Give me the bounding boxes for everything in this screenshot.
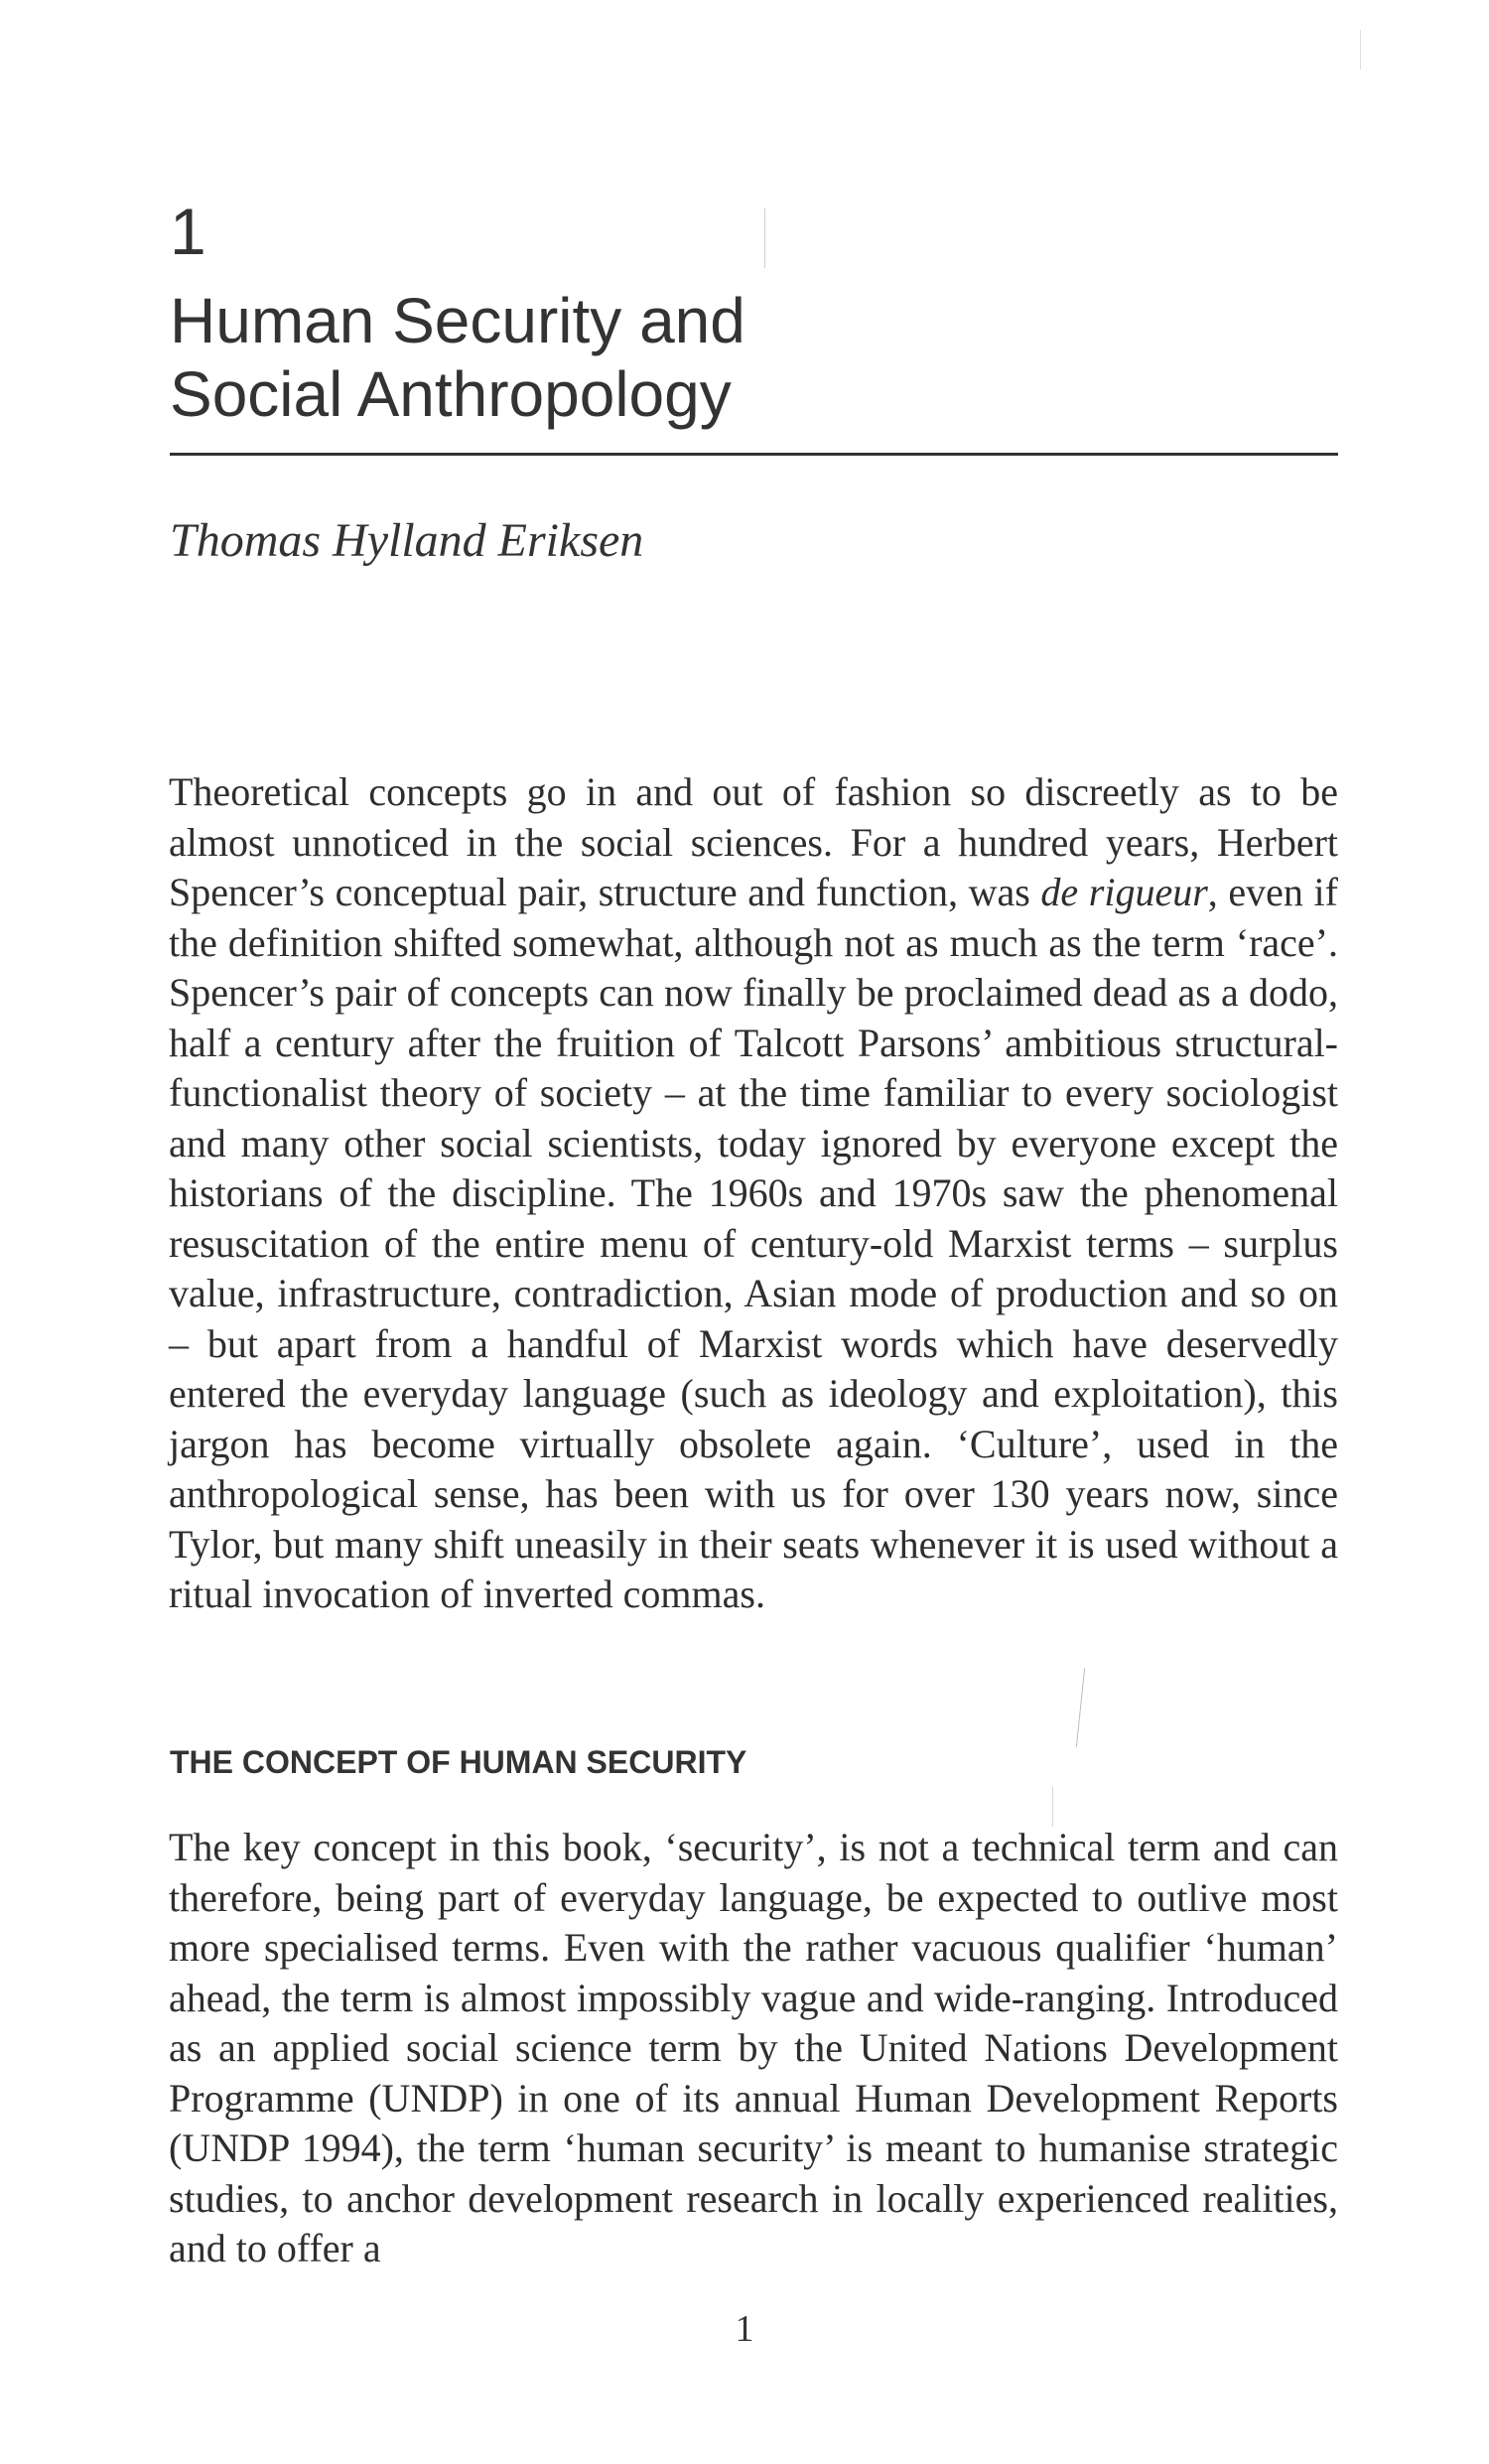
paragraph-1-text-b: , even if the definition shifted somewhat, although not as much as the term ‘race’. Spencer’s pair of concepts can now finally be proclaimed dead as a dodo, half a century after the fruition of Talcott Parsons’ ambitious structural-functionalist theory of society – at the time familiar to every sociologist and many other social scientists, today ignored by everyone except the historians of the discipline. The 1960s and 1970s saw the phenomenal resuscitation of the entire menu of century-old Marxist terms – surplus value, infrastructure, contradiction, Asian mode of production and so on – but apart from a handful of Marxist words which have deservedly entered the everyday language (such as ideology and exploitation), this jargon has become virtually obsolete again. ‘Culture’, used in the anthropological sense, has been with us for over 130 years now, since Tylor, but many shift uneasily in their seats whenever it is used without a ritual invocation of inverted commas. — [169, 870, 1338, 1616]
paragraph-1-italic-term: de rigueur — [1040, 870, 1208, 914]
chapter-number: 1 — [170, 195, 206, 268]
section-heading: THE CONCEPT OF HUMAN SECURITY — [170, 1744, 747, 1780]
scan-artifact — [764, 208, 765, 268]
scan-artifact — [1360, 30, 1361, 69]
author-name: Thomas Hylland Eriksen — [170, 514, 644, 567]
body-paragraph-1 — [169, 767, 1338, 1620]
paragraph-1-text-a: Theoretical concepts go in and out of fashion so discreetly as to be almost unnoticed in the social sciences. For a hundred years, Herbert Spencer’s conceptual pair, structure and function, was — [169, 769, 1338, 914]
page-number: 1 — [735, 2308, 754, 2350]
title-rule — [170, 453, 1338, 456]
scan-artifact — [1052, 1787, 1053, 1827]
chapter-title-line-2: Social Anthropology — [170, 358, 732, 430]
chapter-title — [170, 284, 745, 431]
body-paragraph-2: The key concept in this book, ‘security’, is not a technical term and can therefore, being part of everyday language, be expected to outlive most more specialised terms. Even with the rather vacuous qualifier ‘human’ ahead, the term is almost impossibly vague and wide-ranging. Introduced as an applied social science term by the United Nations Development Programme (UNDP) in one of its annual Human Development Reports (UNDP 1994), the term ‘human security’ is meant to humanise strategic studies, to anchor development research in locally experienced realities, and to offer a — [169, 1825, 1338, 2270]
scan-artifact — [1076, 1668, 1085, 1747]
chapter-title-line-1: Human Security and — [170, 285, 745, 356]
